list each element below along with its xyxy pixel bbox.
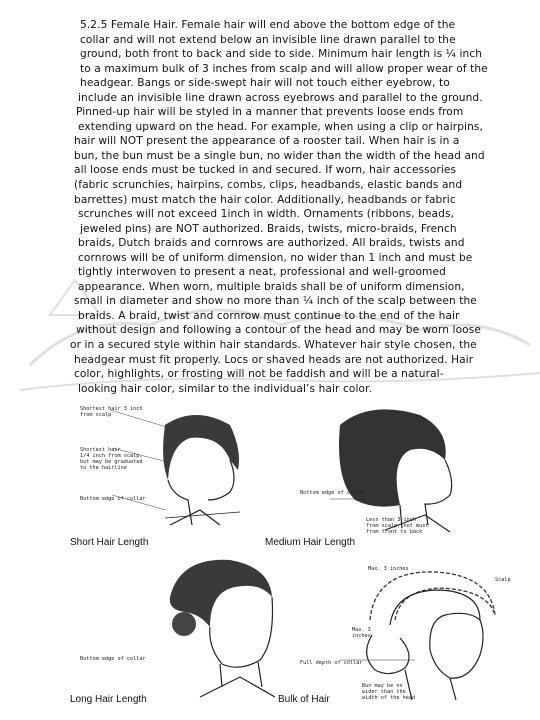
short-hair-note-collar: Bottom edge of collar	[80, 496, 146, 502]
medium-hair-caption: Medium Hair Length	[265, 537, 356, 548]
paragraph-line: without design and following a contour of the head and may be worn loose	[76, 324, 481, 337]
long-hair-caption: Long Hair Length	[70, 694, 147, 705]
paragraph-line: jeweled pins) are NOT authorized. Braids, twists, micro-braids, French	[80, 222, 457, 235]
paragraph-line: scrunches will not exceed 1inch in width. Ornaments (ribbons, beads,	[78, 208, 455, 221]
paragraph-line: headgear must fit properly. Locs or shaved heads are not authorized. Hair	[74, 353, 474, 366]
paragraph-line: 5.2.5 Female Hair. Female hair will end above the bottom edge of the	[80, 19, 456, 31]
bulk-note-collar: Full depth of collar	[300, 660, 363, 666]
paragraph-line: barrettes) must match the hair color. Additionally, headbands or fabric	[74, 193, 456, 206]
paragraph-line: (fabric scrunchies, hairpins, combs, clips, headbands, elastic bands and	[74, 179, 463, 192]
female-hair-paragraph	[62, 18, 524, 396]
paragraph-line: all loose ends must be tucked in and secured. If worn, hair accessories	[74, 164, 457, 177]
paragraph-line: extending upward on the head. For example, when using a clip or hairpins,	[78, 120, 483, 133]
paragraph-line: include an invisible line drawn across eyebrows and parallel to the ground.	[78, 91, 483, 104]
paragraph-line: small in diameter and show no more than ¼ inch of the scalp between the	[74, 295, 477, 308]
bulk-note-bun-width: Bun may be no wider than the width of the head	[362, 683, 416, 701]
short-hair-caption: Short Hair Length	[70, 537, 149, 548]
short-hair-note-top: Shortest hair 3 inch from scalp	[80, 406, 143, 418]
paragraph-line: to a maximum bulk of 3 inches from scalp and will allow proper wear of the	[80, 62, 488, 75]
medium-hair-note-collar: Bottom edge of collar	[300, 490, 366, 496]
long-hair-note-collar: Bottom edge of collar	[80, 656, 146, 662]
bulk-note-max-top: Max. 3 inches	[368, 566, 409, 572]
paragraph-line: braids. A braid, twist and cornrow must continue to the end of the hair	[78, 309, 460, 322]
paragraph-line: looking hair color, similar to the individual’s hair color.	[78, 382, 373, 395]
figure-long-hair	[160, 552, 280, 702]
paragraph-line: Pinned-up hair will be styled in a manner that prevents loose ends from	[76, 106, 464, 119]
bulk-note-max-side: Max. 3 inches	[352, 627, 371, 639]
medium-hair-note-length: Less than 3-inch from scalp, not must from front to back	[366, 517, 429, 535]
paragraph-line: collar and will not extend below an invisible line drawn parallel to the	[80, 33, 456, 46]
paragraph-line: bun, the bun must be a single bun, no wider than the width of the head and	[74, 149, 485, 162]
paragraph-line: appearance. When worn, multiple braids shall be of uniform dimension,	[78, 280, 465, 293]
paragraph-line: cornrows will be of uniform dimension, no wider than 1 inch and must be	[78, 251, 473, 264]
paragraph-line: hair will NOT present the appearance of a rooster tail. When hair is in a	[74, 135, 460, 148]
short-hair-note-middle: Shortest hair 1/4 inch from scalp, but may be graduated to the hairline	[80, 447, 143, 471]
paragraph-line: color, highlights, or frosting will not be faddish and will be a natural-	[74, 368, 444, 381]
paragraph-line: tightly interwoven to present a neat, professional and well-groomed	[78, 266, 446, 279]
bulk-of-hair-caption: Bulk of Hair	[278, 694, 330, 705]
paragraph-line: headgear. Bangs or side-swept hair will not touch either eyebrow, to	[80, 77, 450, 90]
paragraph-line: or in a secured style within hair standards. Whatever hair style chosen, the	[70, 339, 477, 352]
paragraph-line: braids, Dutch braids and cornrows are authorized. All braids, twists and	[78, 237, 465, 250]
long-hair-illustration	[160, 552, 280, 702]
bulk-note-scalp: Scalp	[495, 577, 511, 583]
paragraph-line: ground, both front to back and side to side. Minimum hair length is ¼ inch	[80, 48, 483, 61]
